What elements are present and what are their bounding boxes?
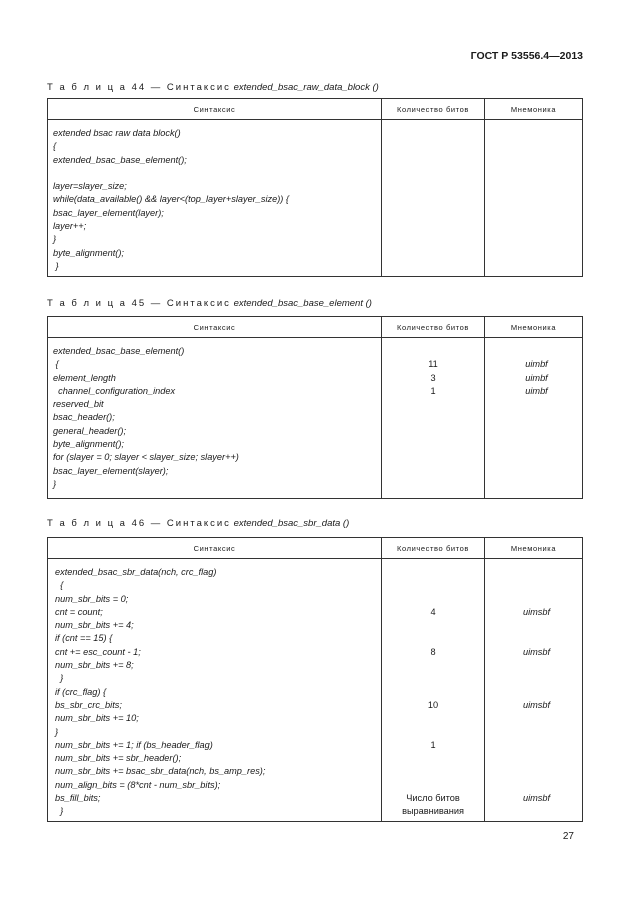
mnemonic-value: uimsbf	[522, 646, 551, 657]
table-44-label: Т а б л и ц а 44 — Синтаксис	[47, 82, 231, 93]
mnemonic-value	[491, 619, 582, 632]
table-header-row	[48, 317, 583, 338]
code-line: if (crc_flag) {	[55, 686, 107, 697]
bits-value	[382, 672, 484, 685]
mnemonic-cell	[485, 338, 583, 499]
code-line: layer++;	[53, 221, 87, 232]
bits-value	[382, 726, 484, 739]
code-line: num_sbr_bits += 10;	[55, 713, 139, 724]
bits-value	[382, 566, 484, 579]
table-46	[47, 537, 583, 822]
mnemonic-value	[491, 672, 582, 685]
bits-value: 3	[430, 372, 436, 383]
mnemonic-column-header: Мнемоника	[485, 538, 583, 559]
bits-value	[382, 765, 484, 778]
bits-value	[382, 779, 484, 792]
code-line: num_sbr_bits += 4;	[55, 620, 134, 631]
bits-value	[382, 579, 484, 592]
bits-value: Число битов	[406, 793, 460, 804]
code-line: bsac_header();	[53, 412, 115, 423]
table-45	[47, 316, 583, 499]
bits-column-header: Количество битов	[382, 317, 485, 338]
code-line: extended_bsac_base_element()	[53, 346, 185, 356]
syntax-cell	[48, 559, 382, 822]
code-line	[53, 167, 381, 180]
mnemonic-value	[491, 686, 582, 699]
bits-value: 8	[430, 646, 436, 657]
table-body-row	[48, 120, 583, 277]
code-line: }	[55, 673, 64, 684]
code-line: extended bsac raw data block()	[53, 128, 181, 138]
table-header-row	[48, 99, 583, 120]
bits-value	[382, 345, 484, 358]
syntax-column-header: Синтаксис	[48, 317, 382, 338]
code-line: bs_sbr_crc_bits;	[55, 699, 122, 710]
mnemonic-value	[491, 765, 582, 778]
code-line: bs_fill_bits;	[55, 793, 101, 804]
bits-value	[382, 686, 484, 699]
mnemonic-value	[491, 345, 582, 358]
syntax-cell	[48, 120, 382, 277]
code-line: num_sbr_bits += 8;	[55, 660, 134, 671]
mnemonic-cell	[485, 559, 583, 822]
code-line: general_header();	[53, 425, 127, 436]
bits-value	[382, 752, 484, 765]
code-line: }	[53, 260, 59, 271]
table-46-label: Т а б л и ц а 46 — Синтаксис	[47, 518, 231, 529]
bits-value	[382, 659, 484, 672]
mnemonic-value	[491, 566, 582, 579]
mnemonic-value	[491, 593, 582, 606]
syntax-column-header: Синтаксис	[48, 538, 382, 559]
code-line: for (slayer = 0; slayer < slayer_size; slayer++)	[53, 452, 239, 463]
code-line: cnt = count;	[55, 606, 103, 617]
bits-value: выравнивания	[402, 806, 464, 817]
code-line: bsac_layer_element(layer);	[53, 207, 164, 218]
table-header-row	[48, 538, 583, 559]
mnemonic-column-header: Мнемоника	[485, 317, 583, 338]
code-line: {	[53, 141, 57, 152]
mnemonic-value: uimsbf	[522, 606, 551, 617]
bits-value	[382, 593, 484, 606]
mnemonic-value	[491, 579, 582, 592]
code-line: cnt += esc_count - 1;	[55, 646, 141, 657]
bits-value: 4	[430, 606, 436, 617]
standard-header: ГОСТ Р 53556.4—2013	[470, 50, 583, 62]
syntax-column-header: Синтаксис	[48, 99, 382, 120]
mnemonic-value	[491, 739, 582, 752]
bits-column-header: Количество битов	[382, 99, 485, 120]
bits-values	[382, 338, 484, 398]
syntax-cell	[48, 338, 382, 499]
code-line: extended_bsac_sbr_data(nch, crc_flag)	[55, 567, 217, 577]
bits-cell	[382, 120, 485, 277]
mnemonic-value	[491, 726, 582, 739]
code-line: element_length	[53, 372, 116, 383]
code-line: num_sbr_bits += 1; if (bs_header_flag)	[55, 739, 213, 750]
code-block	[48, 120, 381, 273]
code-line: {	[55, 580, 64, 591]
code-line: byte_alignment();	[53, 439, 124, 450]
bits-value	[382, 712, 484, 725]
code-line: num_align_bits = (8*cnt - num_sbr_bits);	[55, 779, 221, 790]
code-line: layer=slayer_size;	[53, 181, 127, 192]
mnemonic-value: uimbf	[525, 359, 548, 370]
code-line: num_sbr_bits += bsac_sbr_data(nch, bs_amp_res);	[55, 766, 266, 777]
table-45-name: extended_bsac_base_element ()	[233, 298, 372, 309]
mnemonic-values	[485, 559, 582, 819]
mnemonic-value	[491, 752, 582, 765]
mnemonic-column-header: Мнемоника	[485, 99, 583, 120]
code-line: while(data_available() && layer<(top_layer+slayer_size)) {	[53, 194, 289, 205]
table-44	[47, 98, 583, 277]
bits-value: 11	[428, 359, 438, 370]
code-line: byte_alignment();	[53, 247, 124, 258]
code-line: num_sbr_bits = 0;	[55, 593, 129, 604]
code-line: }	[55, 726, 59, 737]
bits-value	[382, 632, 484, 645]
table-46-caption	[47, 518, 349, 529]
page-number: 27	[562, 831, 574, 842]
bits-cell	[382, 559, 485, 822]
code-block	[48, 338, 381, 491]
table-body-row	[48, 338, 583, 499]
mnemonic-value: uimbf	[525, 372, 548, 383]
table-44-name: extended_bsac_raw_data_block ()	[233, 82, 379, 93]
code-block	[48, 559, 381, 819]
table-body-row	[48, 559, 583, 822]
mnemonic-value: uimbf	[525, 385, 548, 396]
mnemonic-value	[491, 659, 582, 672]
code-line: {	[53, 359, 59, 370]
table-45-label: Т а б л и ц а 45 — Синтаксис	[47, 298, 231, 309]
code-line: extended_bsac_base_element();	[53, 154, 187, 165]
code-line: }	[53, 234, 57, 245]
bits-value	[382, 619, 484, 632]
mnemonic-value	[491, 779, 582, 792]
bits-value: 10	[427, 699, 439, 710]
bits-value: 1	[430, 739, 436, 750]
bits-cell	[382, 338, 485, 499]
mnemonic-value	[491, 632, 582, 645]
mnemonic-value	[491, 712, 582, 725]
table-45-caption	[47, 298, 372, 309]
code-line: num_sbr_bits += sbr_header();	[55, 753, 182, 764]
code-line: channel_configuration_index	[53, 385, 176, 396]
mnemonic-cell	[485, 120, 583, 277]
mnemonic-value: uimsbf	[522, 793, 551, 804]
bits-values	[382, 559, 484, 819]
mnemonic-values	[485, 338, 582, 398]
code-line: }	[53, 478, 57, 489]
code-line: bsac_layer_element(slayer);	[53, 465, 169, 476]
code-line: if (cnt == 15) {	[55, 633, 113, 644]
table-46-name: extended_bsac_sbr_data ()	[233, 518, 350, 529]
table-44-caption	[47, 82, 379, 93]
bits-value: 1	[430, 385, 436, 396]
mnemonic-value	[491, 805, 582, 818]
code-line: reserved_bit	[53, 399, 104, 410]
code-line: }	[55, 806, 64, 817]
mnemonic-value: uimsbf	[522, 699, 551, 710]
bits-column-header: Количество битов	[382, 538, 485, 559]
